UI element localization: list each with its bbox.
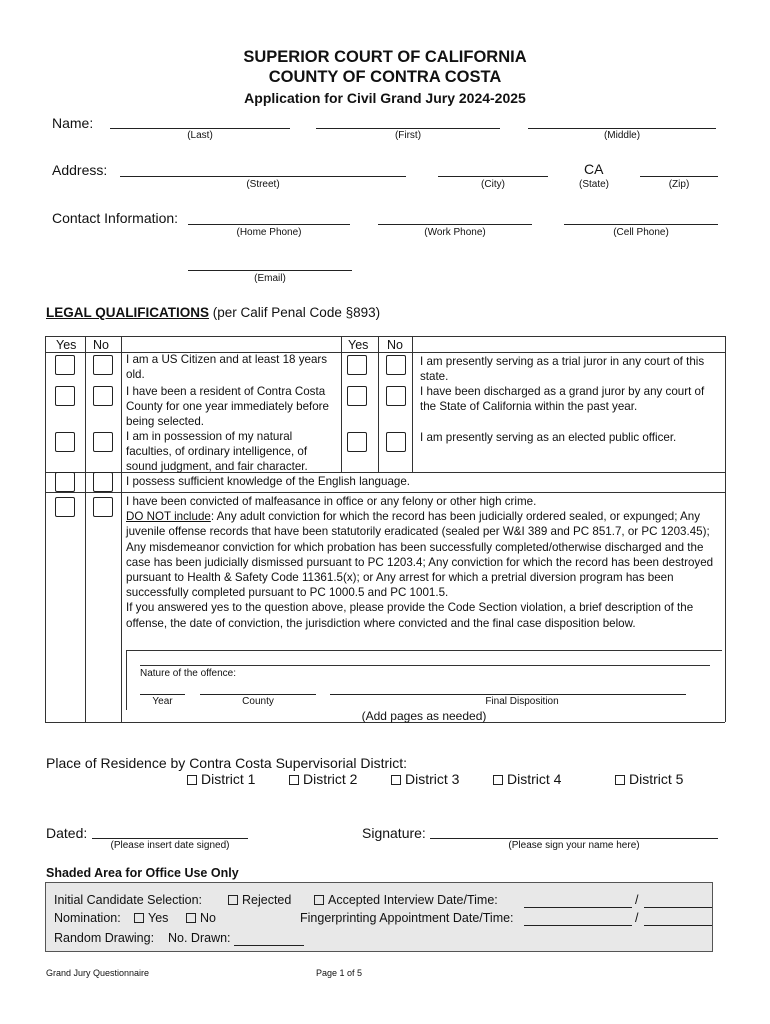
state-value: CA <box>584 161 604 177</box>
signature-label: Signature: <box>362 825 426 841</box>
signature-field[interactable] <box>430 838 718 839</box>
cell-phone-field[interactable] <box>564 224 718 225</box>
q8-text <box>126 494 722 631</box>
district-1-option[interactable] <box>187 771 255 787</box>
nature-line <box>140 665 710 666</box>
q2-no-checkbox[interactable] <box>93 386 113 406</box>
q7-no-checkbox[interactable] <box>93 472 113 492</box>
q8-exclusions <box>126 509 722 600</box>
q1-text: I am a US Citizen and at least 18 years old. <box>126 353 328 382</box>
district-4-option[interactable] <box>493 771 561 787</box>
add-pages-note: (Add pages as needed) <box>361 709 487 723</box>
q8-no-checkbox[interactable] <box>93 497 113 517</box>
slash: / <box>635 911 639 925</box>
middle-caption: (Middle) <box>603 130 641 141</box>
col-divider <box>378 336 379 472</box>
nomination-no-label: No <box>200 911 216 925</box>
q7-text: I possess sufficient knowledge of the English language. <box>126 475 411 488</box>
district-2-checkbox[interactable] <box>289 775 299 785</box>
first-caption: (First) <box>394 130 422 141</box>
q6-yes-checkbox[interactable] <box>347 432 367 452</box>
zip-caption: (Zip) <box>668 179 690 190</box>
q5-yes-checkbox[interactable] <box>347 386 367 406</box>
row-divider <box>45 492 725 493</box>
q5-no-checkbox[interactable] <box>386 386 406 406</box>
state-caption: (State) <box>578 179 609 190</box>
work-phone-caption: (Work Phone) <box>424 227 486 238</box>
nomination-no-checkbox[interactable] <box>186 913 196 923</box>
district-3-label: District 3 <box>405 771 460 787</box>
q4-yes-checkbox[interactable] <box>347 355 367 375</box>
fingerprint-time-field[interactable] <box>644 925 712 926</box>
address-label: Address: <box>52 162 108 178</box>
col-divider <box>85 336 86 722</box>
legal-heading <box>46 305 380 320</box>
initial-selection-label: Initial Candidate Selection: <box>54 893 203 907</box>
q7-yes-checkbox[interactable] <box>55 472 75 492</box>
year-caption: Year <box>152 696 173 707</box>
nomination-yes-checkbox[interactable] <box>134 913 144 923</box>
no-drawn-label: No. Drawn: <box>168 931 231 945</box>
q6-text: I am presently serving as an elected public officer. <box>420 431 677 444</box>
last-caption: (Last) <box>187 130 213 141</box>
district-3-checkbox[interactable] <box>391 775 401 785</box>
q5-text: I have been discharged as a grand juror by any court of the State of California within the past year. <box>420 385 705 414</box>
home-phone-caption: (Home Phone) <box>236 227 302 238</box>
q1-yes-checkbox[interactable] <box>55 355 75 375</box>
nomination-label: Nomination: <box>54 911 121 925</box>
col-divider <box>412 336 413 472</box>
interview-date-field[interactable] <box>524 907 632 908</box>
q8-instructions: If you answered yes to the question above, please provide the Code Section violation, a brief description of the offense, the date of conviction, the jurisdiction where convicted and the final case disposition below. <box>126 601 694 630</box>
date-field[interactable] <box>92 838 248 839</box>
q3-yes-checkbox[interactable] <box>55 432 75 452</box>
district-5-checkbox[interactable] <box>615 775 625 785</box>
final-disposition-field[interactable] <box>330 694 686 695</box>
cell-phone-caption: (Cell Phone) <box>613 227 669 238</box>
accepted-option[interactable] <box>314 893 498 907</box>
slash: / <box>635 893 639 907</box>
no-header: No <box>387 338 403 352</box>
page-number: Page 1 of 5 <box>316 968 363 978</box>
first-name-field[interactable] <box>316 128 500 129</box>
accepted-label: Accepted Interview Date/Time: <box>328 893 498 907</box>
district-1-checkbox[interactable] <box>187 775 197 785</box>
table-border-top <box>45 336 725 337</box>
nomination-yes-label: Yes <box>148 911 169 925</box>
date-caption: (Please insert date signed) <box>110 840 230 851</box>
rejected-option[interactable] <box>228 893 291 907</box>
city-caption: (City) <box>481 179 505 190</box>
q8-exclusions-text: : Any adult conviction for which the record has been judicially ordered sealed, or expunged; Any juvenile offense records that have been statutorily eradicated (sealed per W&I 389 and PC 851.7, or PC 1203.45); Any misdemeanor conviction for which probation has been successfully completed/otherwise discharged and the case has been judicially dismissed pursuant to PC 1203.4; Any conviction for which the record has been destroyed pursuant to Health & Safety Code 11361.5(x); or Any arrest for which a pretrial diversion program has been successfully completed pursuant to PC 1000.5 and PC 1001.5. <box>126 510 714 600</box>
district-2-option[interactable] <box>289 771 357 787</box>
district-2-label: District 2 <box>303 771 358 787</box>
district-4-label: District 4 <box>507 771 562 787</box>
legal-heading-title: LEGAL QUALIFICATIONS <box>46 305 209 320</box>
interview-time-field[interactable] <box>644 907 712 908</box>
legal-heading-suffix: (per Calif Penal Code §893) <box>212 305 381 320</box>
q3-text: I am in possession of my natural faculties, of ordinary intelligence, of sound judgment, and fair character. <box>126 430 308 474</box>
street-field[interactable] <box>120 176 406 177</box>
county-field[interactable] <box>200 694 316 695</box>
no-header: No <box>93 338 109 352</box>
nature-caption: Nature of the offence: <box>140 668 236 679</box>
final-disposition-caption: Final Disposition <box>485 696 559 707</box>
table-border-left <box>45 336 46 722</box>
do-not-include: DO NOT include <box>126 510 211 524</box>
middle-name-field[interactable] <box>528 128 716 129</box>
q3-no-checkbox[interactable] <box>93 432 113 452</box>
q6-no-checkbox[interactable] <box>386 432 406 452</box>
q4-text: I am presently serving as a trial juror in any court of this state. <box>420 355 705 384</box>
accepted-checkbox[interactable] <box>314 895 324 905</box>
fingerprint-date-field[interactable] <box>524 925 632 926</box>
district-5-label: District 5 <box>629 771 684 787</box>
office-heading: Shaded Area for Office Use Only <box>46 866 239 880</box>
county-title: COUNTY OF CONTRA COSTA <box>268 68 502 86</box>
yes-header: Yes <box>56 338 77 352</box>
nomination-yes-option[interactable] <box>134 911 168 925</box>
home-phone-field[interactable] <box>188 224 350 225</box>
application-title: Application for Civil Grand Jury 2024-2025 <box>244 90 526 106</box>
col-divider <box>121 336 122 722</box>
nomination-no-option[interactable] <box>186 911 216 925</box>
offence-box-left <box>126 650 127 710</box>
district-3-option[interactable] <box>391 771 459 787</box>
email-caption: (Email) <box>254 273 286 284</box>
q2-yes-checkbox[interactable] <box>55 386 75 406</box>
q4-no-checkbox[interactable] <box>386 355 406 375</box>
q2-text: I have been a resident of Contra Costa County for one year immediately before being selected. <box>126 385 329 429</box>
dated-label: Dated: <box>46 825 88 841</box>
office-use-panel <box>45 882 713 952</box>
zip-field[interactable] <box>640 176 718 177</box>
offence-box-top <box>126 650 722 651</box>
court-title: SUPERIOR COURT OF CALIFORNIA <box>243 48 527 66</box>
col-divider <box>341 336 342 472</box>
q1-no-checkbox[interactable] <box>93 355 113 375</box>
work-phone-field[interactable] <box>378 224 532 225</box>
street-caption: (Street) <box>246 179 280 190</box>
no-drawn-field[interactable] <box>234 945 304 946</box>
fingerprint-label: Fingerprinting Appointment Date/Time: <box>300 911 514 925</box>
signature-caption: (Please sign your name here) <box>508 840 640 851</box>
last-name-field[interactable] <box>110 128 290 129</box>
city-field[interactable] <box>438 176 548 177</box>
rejected-label: Rejected <box>242 893 292 907</box>
rejected-checkbox[interactable] <box>228 895 238 905</box>
district-4-checkbox[interactable] <box>493 775 503 785</box>
random-drawing-label: Random Drawing: <box>54 931 155 945</box>
district-5-option[interactable] <box>615 771 683 787</box>
county-caption: County <box>242 696 274 707</box>
contact-label: Contact Information: <box>52 210 179 226</box>
footer-left: Grand Jury Questionnaire <box>46 968 150 978</box>
year-field[interactable] <box>140 694 185 695</box>
q8-first-line: I have been convicted of malfeasance in office or any felony or other high crime. <box>126 495 537 508</box>
yes-header: Yes <box>348 338 369 352</box>
email-field[interactable] <box>188 270 352 271</box>
district-1-label: District 1 <box>201 771 256 787</box>
q8-yes-checkbox[interactable] <box>55 497 75 517</box>
table-border-right <box>725 336 726 722</box>
district-label: Place of Residence by Contra Costa Supervisorial District: <box>46 755 408 771</box>
name-label: Name: <box>52 115 94 131</box>
